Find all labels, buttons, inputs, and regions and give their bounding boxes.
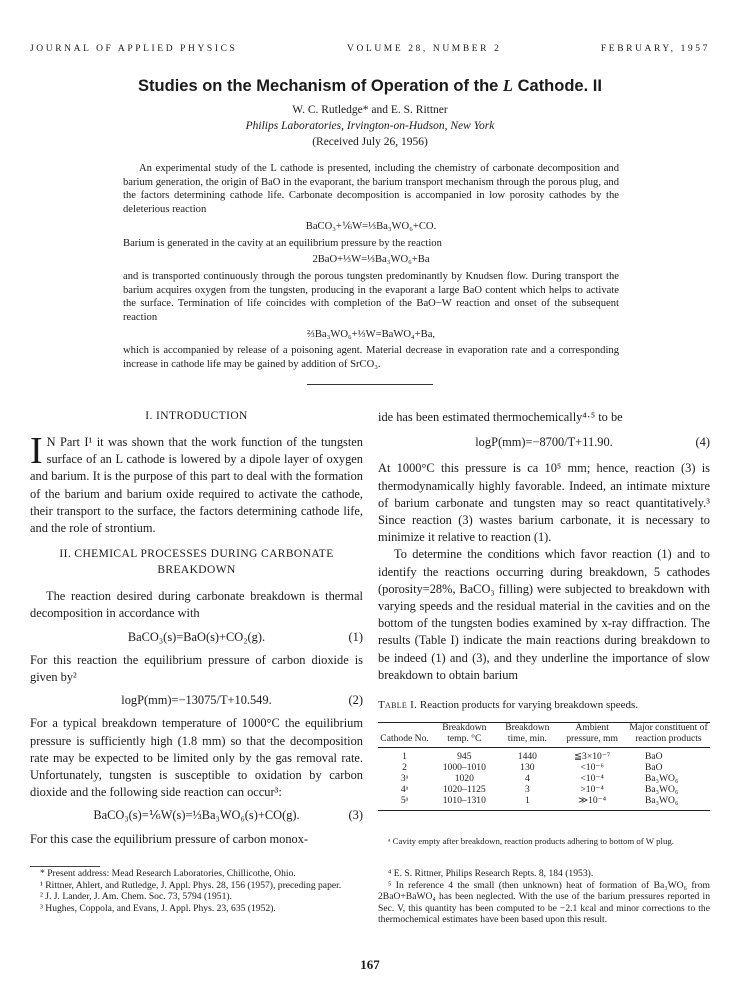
- drop-cap: I: [30, 430, 43, 472]
- paper-title: Studies on the Mechanism of Operation of the L Cathode. II: [138, 76, 602, 95]
- equation-number: (3): [348, 808, 363, 823]
- footnote: ¹ Rittner, Ahlert, and Rutledge, J. Appl. Phys. 28, 156 (1957), preceding paper.: [40, 879, 342, 891]
- abstract-paragraph: which is accompanied by release of a poisoning agent. Material decrease in evaporation rate and a corresponding increase in cathode life may be gained by addition of SrCO₃.: [123, 345, 619, 371]
- table-cell: 2: [402, 762, 407, 774]
- table-cell: Ba₃WO₆: [644, 773, 679, 785]
- equation-number: (2): [348, 693, 363, 708]
- table-cell: >10⁻⁴: [580, 784, 604, 796]
- journal-name: JOURNAL OF APPLIED PHYSICS: [30, 44, 238, 54]
- table-label: Table I.: [378, 699, 418, 711]
- column-header: Cathode No.: [380, 732, 429, 744]
- table-cell: 3: [524, 784, 530, 796]
- table-cell: 1440: [517, 751, 537, 763]
- abstract-paragraph: Barium is generated in the cavity at an equilibrium pressure by the reaction: [123, 237, 442, 249]
- table-cell: <10⁻⁶: [580, 762, 604, 774]
- table-cell: 1020–1125: [442, 784, 486, 796]
- footnotes: [30, 868, 363, 914]
- running-header: [30, 44, 710, 58]
- body-paragraph: For this case the equilibrium pressure of carbon monox-: [30, 831, 309, 846]
- section-heading: I. INTRODUCTION: [145, 410, 248, 422]
- abstract-equation: BaCO₃+⅙W=⅓Ba₃WO₆+CO.: [305, 220, 437, 232]
- reaction-products-table: [378, 722, 710, 811]
- footnote: * Present address: Mead Research Laboratories, Chillicothe, Ohio.: [40, 868, 296, 879]
- table-cell: 3ᵃ: [400, 773, 409, 785]
- intro-paragraph: I N Part I¹ it was shown that the work function of the tungsten surface of an L cathode is lowered by a dipole layer of oxygen and barium. It is the purpose of this part to deal with the formation of the barium and barium oxide required to activate the cathode, their transport to the surface, the factors determining cathode life, and the role of strontium.: [30, 430, 363, 536]
- table-caption: Table I. Reaction products for varying breakdown speeds.: [378, 699, 639, 711]
- equation-number: (1): [348, 629, 363, 644]
- table-cell: 4ᵃ: [400, 784, 409, 796]
- volume-number: VOLUME 28, NUMBER 2: [347, 44, 502, 54]
- right-column: [378, 409, 710, 684]
- table-cell: ≫10⁻⁴: [578, 795, 607, 807]
- table-cell: Ba₃WO₆: [644, 784, 679, 796]
- equation-number: (4): [695, 435, 710, 450]
- body-paragraph: For this reaction the equilibrium pressure of carbon dioxide is given by²: [30, 652, 363, 685]
- table-cell: 130: [520, 762, 535, 774]
- column-header: Breakdown temp. °C: [442, 722, 487, 744]
- table-row: [378, 796, 710, 811]
- left-column: [30, 408, 363, 848]
- table-cell: 1: [402, 751, 407, 763]
- column-header: Major constituent of reaction products: [629, 722, 708, 744]
- body-paragraph: At 1000°C this pressure is ca 10⁵ mm; hence, reaction (3) is thermodynamically highly favorable. Indeed, an intimate mixture of barium carbonate and tungsten may so react quantitatively.³ Since reaction (3) wastes barium carbonate, it is necessary to minimize it relative to reaction (1).: [378, 461, 710, 545]
- page-number: 167: [360, 957, 380, 972]
- section-heading: II. CHEMICAL PROCESSES DURING CARBONATE BREAKDOWN: [59, 548, 334, 577]
- footnote: ³ Hughes, Coppola, and Evans, J. Appl. Phys. 23, 635 (1952).: [40, 902, 276, 914]
- abstract: [123, 162, 619, 372]
- abstract-paragraph: and is transported continuously through the porous tungsten predominantly by Knudsen flow. During transport the barium acquires oxygen from the tungsten, producing in the evaporant a large BaO content which helps to activate the surface. Termination of life coincides with completion of the BaO−W reaction and onset of the subsequent reaction: [123, 270, 619, 324]
- table-cell: Ba₃WO₆: [644, 795, 679, 807]
- abstract-equation: 2BaO+⅓W=⅓Ba₃WO₆+Ba: [312, 254, 430, 266]
- footnotes-right: [378, 868, 710, 926]
- equation-3: BaCO₃(s)=⅙W(s)=⅓Ba₃WO₆(s)+CO(g). (3): [30, 807, 363, 824]
- footnote: ² J. J. Lander, J. Am. Chem. Soc. 73, 5794 (1951).: [40, 891, 232, 903]
- abstract-divider: [307, 384, 433, 385]
- body-paragraph: To determine the conditions which favor reaction (1) and to identify the reactions occurring during breakdown, 5 cathodes (porosity=28%, BaCO₃ filling) were subjected to breakdown with varying speeds and the residual material in the cavities and on the bottom of the tungsten bodies examined by x-ray diffraction. The results (Table I) indicate the main reactions during breakdown to be indeed (1) and (3), and they underline the importance of slow breakdown to obtain barium: [378, 547, 710, 682]
- affiliation: Philips Laboratories, Irvington-on-Hudson, New York: [245, 120, 495, 132]
- table-cell: BaO: [644, 751, 663, 763]
- table-cell: <10⁻⁴: [580, 773, 604, 785]
- table-cell: 1000–1010: [442, 762, 486, 774]
- equation-2: logP(mm)=−13075/T+10.549. (2): [30, 692, 363, 709]
- abstract-equation: ⅔Ba₃WO₆+⅓W=BaWO₄+Ba,: [306, 328, 436, 340]
- table-cell: 4: [524, 773, 530, 785]
- table-footnote: ᵃ Cavity empty after breakdown, reaction products adhering to bottom of W plug.: [388, 836, 674, 846]
- body-paragraph: The reaction desired during carbonate breakdown is thermal decomposition in accordance with: [30, 589, 363, 621]
- table-cell: 5ᵃ: [400, 795, 409, 807]
- body-paragraph: ide has been estimated thermochemically⁴·⁵ to be: [378, 410, 623, 424]
- table-cell: 1: [524, 795, 530, 807]
- table-cell: 1010–1310: [442, 795, 486, 807]
- issue-date: FEBRUARY, 1957: [600, 44, 710, 54]
- column-header: Breakdown time, min.: [505, 722, 550, 744]
- column-header: Ambient pressure, mm: [566, 722, 618, 744]
- authors: W. C. Rutledge* and E. S. Rittner: [292, 104, 448, 116]
- table-cell: BaO: [644, 762, 663, 774]
- footnote-rule: [30, 866, 100, 867]
- table-cell: 1020: [454, 773, 474, 785]
- table-row: [378, 748, 710, 764]
- table-cell: ≦3×10⁻⁷: [573, 751, 611, 763]
- table-cell: 945: [457, 751, 472, 763]
- received-date: (Received July 26, 1956): [312, 136, 428, 148]
- abstract-paragraph: An experimental study of the L cathode is presented, including the chemistry of carbonate decomposition and barium generation, the origin of BaO in the evaporant, the barium transport mechanism through the porous plug, and the factors determining cathode life. Carbonate decomposition is accompanied in low porosity cathodes by the deleterious reaction: [123, 163, 619, 216]
- equation-1: BaCO₃(s)=BaO(s)+CO₂(g). (1): [30, 629, 363, 646]
- footnote: ⁵ In reference 4 the small (then unknown) heat of formation of Ba₃WO₆ from 2BaO+BaWO₄ has been neglected. With the use of the barium pressures reported in Sec. V, this quantity has been computed to be −2.1 kcal and minor corrections to the thermochemical estimates have been based upon this result.: [378, 879, 710, 926]
- footnote: ⁴ E. S. Rittner, Philips Research Repts. 8, 184 (1953).: [388, 868, 594, 879]
- equation-4: logP(mm)=−8700/T+11.90. (4): [378, 434, 710, 451]
- body-paragraph: For a typical breakdown temperature of 1000°C the equilibrium pressure is sufficiently high (1.8 mm) so that the decomposition rate may be expected to be limited only by the gas removal rate. Unfortunately, tungsten is susceptible to oxidation by carbon dioxide and the following side reaction can occur³:: [30, 716, 363, 800]
